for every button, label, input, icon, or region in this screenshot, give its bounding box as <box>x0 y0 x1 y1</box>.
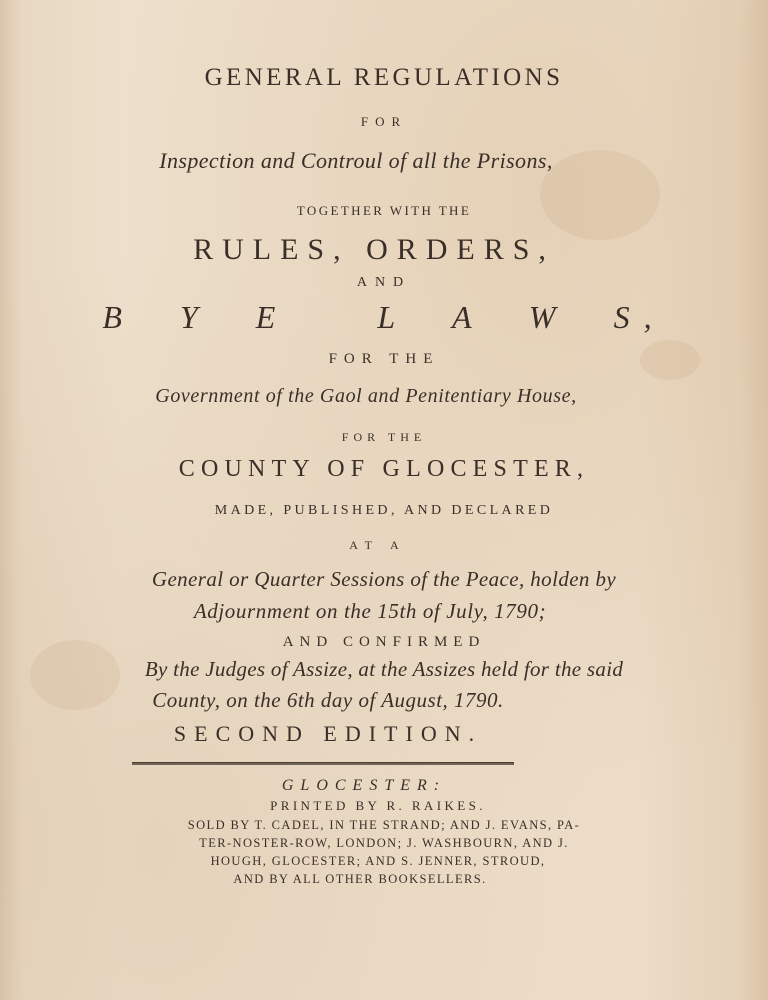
connector-for-the-2: FOR THE <box>341 430 427 444</box>
connector-for-the: FOR THE <box>328 351 440 367</box>
connector-together: TOGETHER WITH THE <box>296 203 472 218</box>
imprint-sellers-1: SOLD BY T. CADEL, IN THE STRAND; AND J. EVANS, PA- <box>187 818 581 832</box>
adjournment-date: Adjournment on the 15th of July, 1790; <box>193 599 547 623</box>
imprint-place: GLOCESTER: <box>281 777 447 794</box>
heading-rules-orders: RULES, ORDERS, <box>193 233 555 266</box>
imprint-printer: PRINTED BY R. RAIKES. <box>270 798 486 813</box>
imprint-sellers-2: TER-NOSTER-ROW, LONDON; J. WASHBOURN, AND J. <box>199 836 569 850</box>
subtitle-government: Government of the Gaol and Penitentiary House, <box>155 385 577 407</box>
made-published-declared: MADE, PUBLISHED, AND DECLARED <box>214 503 554 518</box>
divider-rule <box>132 762 514 765</box>
general-quarter-sessions: General or Quarter Sessions of the Peace, holden by <box>151 567 617 591</box>
connector-at-a: AT A <box>349 538 407 552</box>
judges-of-assize: By the Judges of Assize, at the Assizes held for the said <box>144 657 624 681</box>
heading-bye-laws: B Y E L A W S, <box>102 299 666 335</box>
connector-and: AND <box>356 275 412 290</box>
county-august-date: County, on the 6th day of August, 1790. <box>152 688 504 712</box>
connector-for: FOR <box>360 114 408 129</box>
imprint-sellers-4: AND BY ALL OTHER BOOKSELLERS. <box>233 872 487 886</box>
main-title: GENERAL REGULATIONS <box>204 64 564 91</box>
and-confirmed: AND CONFIRMED <box>282 634 486 650</box>
subtitle-inspection: Inspection and Controul of all the Prisons, <box>159 148 553 173</box>
second-edition: SECOND EDITION. <box>173 721 483 746</box>
heading-county: COUNTY OF GLOCESTER, <box>178 456 590 482</box>
imprint-sellers-3: HOUGH, GLOCESTER; AND S. JENNER, STROUD, <box>210 854 546 868</box>
